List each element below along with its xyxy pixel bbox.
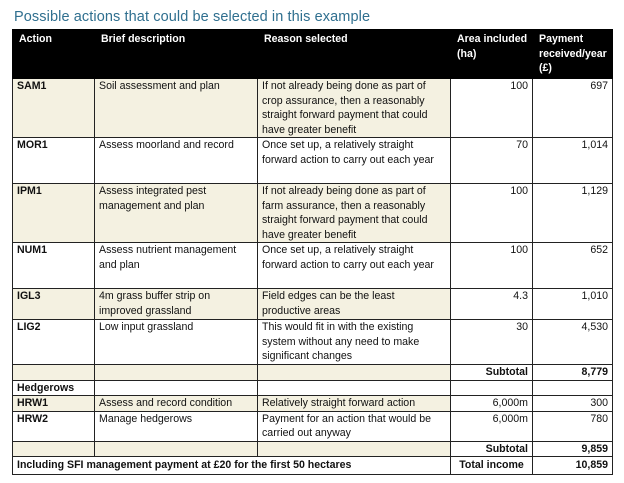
header-area: Area included (ha) (451, 30, 533, 79)
action-description: 4m grass buffer strip on improved grassland (95, 289, 258, 320)
action-payment: 300 (533, 396, 613, 412)
total-income-value: 10,859 (533, 457, 613, 475)
subtotal-value: 8,779 (533, 364, 613, 380)
table-row (13, 396, 613, 412)
header-row (13, 30, 613, 79)
action-area: 6,000m (451, 396, 533, 412)
action-code: SAM1 (13, 79, 95, 138)
header-action: Action (13, 30, 95, 79)
action-area: 4.3 (451, 289, 533, 320)
action-area: 100 (451, 79, 533, 138)
header-payment: Payment received/year (£) (533, 30, 613, 79)
empty-cell (258, 364, 451, 380)
empty-cell (258, 380, 451, 396)
subtotal-row (13, 441, 613, 457)
action-description: Assess moorland and record (95, 138, 258, 184)
table-row (13, 184, 613, 243)
action-reason: If not already being done as part of farm assurance, then a reasonably straight forward payment that could have greater benefit (258, 184, 451, 243)
action-payment: 697 (533, 79, 613, 138)
subtotal-label: Subtotal (451, 364, 533, 380)
empty-cell (258, 441, 451, 457)
action-description: Manage hedgerows (95, 411, 258, 441)
table-caption: Possible actions that could be selected in this example (14, 9, 371, 25)
table-row (13, 320, 613, 365)
actions-table (12, 29, 613, 475)
table-row (13, 289, 613, 320)
action-code: IGL3 (13, 289, 95, 320)
empty-cell (13, 364, 95, 380)
action-code: NUM1 (13, 243, 95, 289)
table-row (13, 138, 613, 184)
action-reason: Relatively straight forward action (258, 396, 451, 412)
action-payment: 780 (533, 411, 613, 441)
action-reason: This would fit in with the existing system without any need to make significant changes (258, 320, 451, 365)
total-row (13, 457, 613, 475)
total-income-label: Total income (451, 457, 533, 475)
action-area: 30 (451, 320, 533, 365)
action-reason: Payment for an action that would be carried out anyway (258, 411, 451, 441)
empty-cell (95, 380, 258, 396)
action-area: 100 (451, 184, 533, 243)
action-description: Soil assessment and plan (95, 79, 258, 138)
action-code: MOR1 (13, 138, 95, 184)
action-payment: 1,129 (533, 184, 613, 243)
action-code: LIG2 (13, 320, 95, 365)
empty-cell (95, 441, 258, 457)
action-reason: Once set up, a relatively straight forward action to carry out each year (258, 138, 451, 184)
table-row (13, 243, 613, 289)
action-payment: 652 (533, 243, 613, 289)
header-reason: Reason selected (258, 30, 451, 79)
action-payment: 4,530 (533, 320, 613, 365)
empty-cell (95, 364, 258, 380)
hedgerows-section-row (13, 380, 613, 396)
action-description: Assess and record condition (95, 396, 258, 412)
empty-cell (13, 441, 95, 457)
action-reason: Field edges can be the least productive areas (258, 289, 451, 320)
empty-cell (451, 380, 533, 396)
action-description: Low input grassland (95, 320, 258, 365)
table-row (13, 79, 613, 138)
action-area: 100 (451, 243, 533, 289)
subtotal-value: 9,859 (533, 441, 613, 457)
action-description: Assess integrated pest management and plan (95, 184, 258, 243)
header-description: Brief description (95, 30, 258, 79)
action-reason: If not already being done as part of crop assurance, then a reasonably straight forward payment that could have greater benefit (258, 79, 451, 138)
action-code: HRW1 (13, 396, 95, 412)
action-payment: 1,010 (533, 289, 613, 320)
action-description: Assess nutrient management and plan (95, 243, 258, 289)
action-payment: 1,014 (533, 138, 613, 184)
subtotal-row (13, 364, 613, 380)
table-row (13, 411, 613, 441)
subtotal-label: Subtotal (451, 441, 533, 457)
empty-cell (533, 380, 613, 396)
total-note: Including SFI management payment at £20 for the first 50 hectares (13, 457, 451, 475)
action-code: IPM1 (13, 184, 95, 243)
hedgerows-label: Hedgerows (13, 380, 95, 396)
action-area: 6,000m (451, 411, 533, 441)
action-reason: Once set up, a relatively straight forward action to carry out each year (258, 243, 451, 289)
action-area: 70 (451, 138, 533, 184)
action-code: HRW2 (13, 411, 95, 441)
